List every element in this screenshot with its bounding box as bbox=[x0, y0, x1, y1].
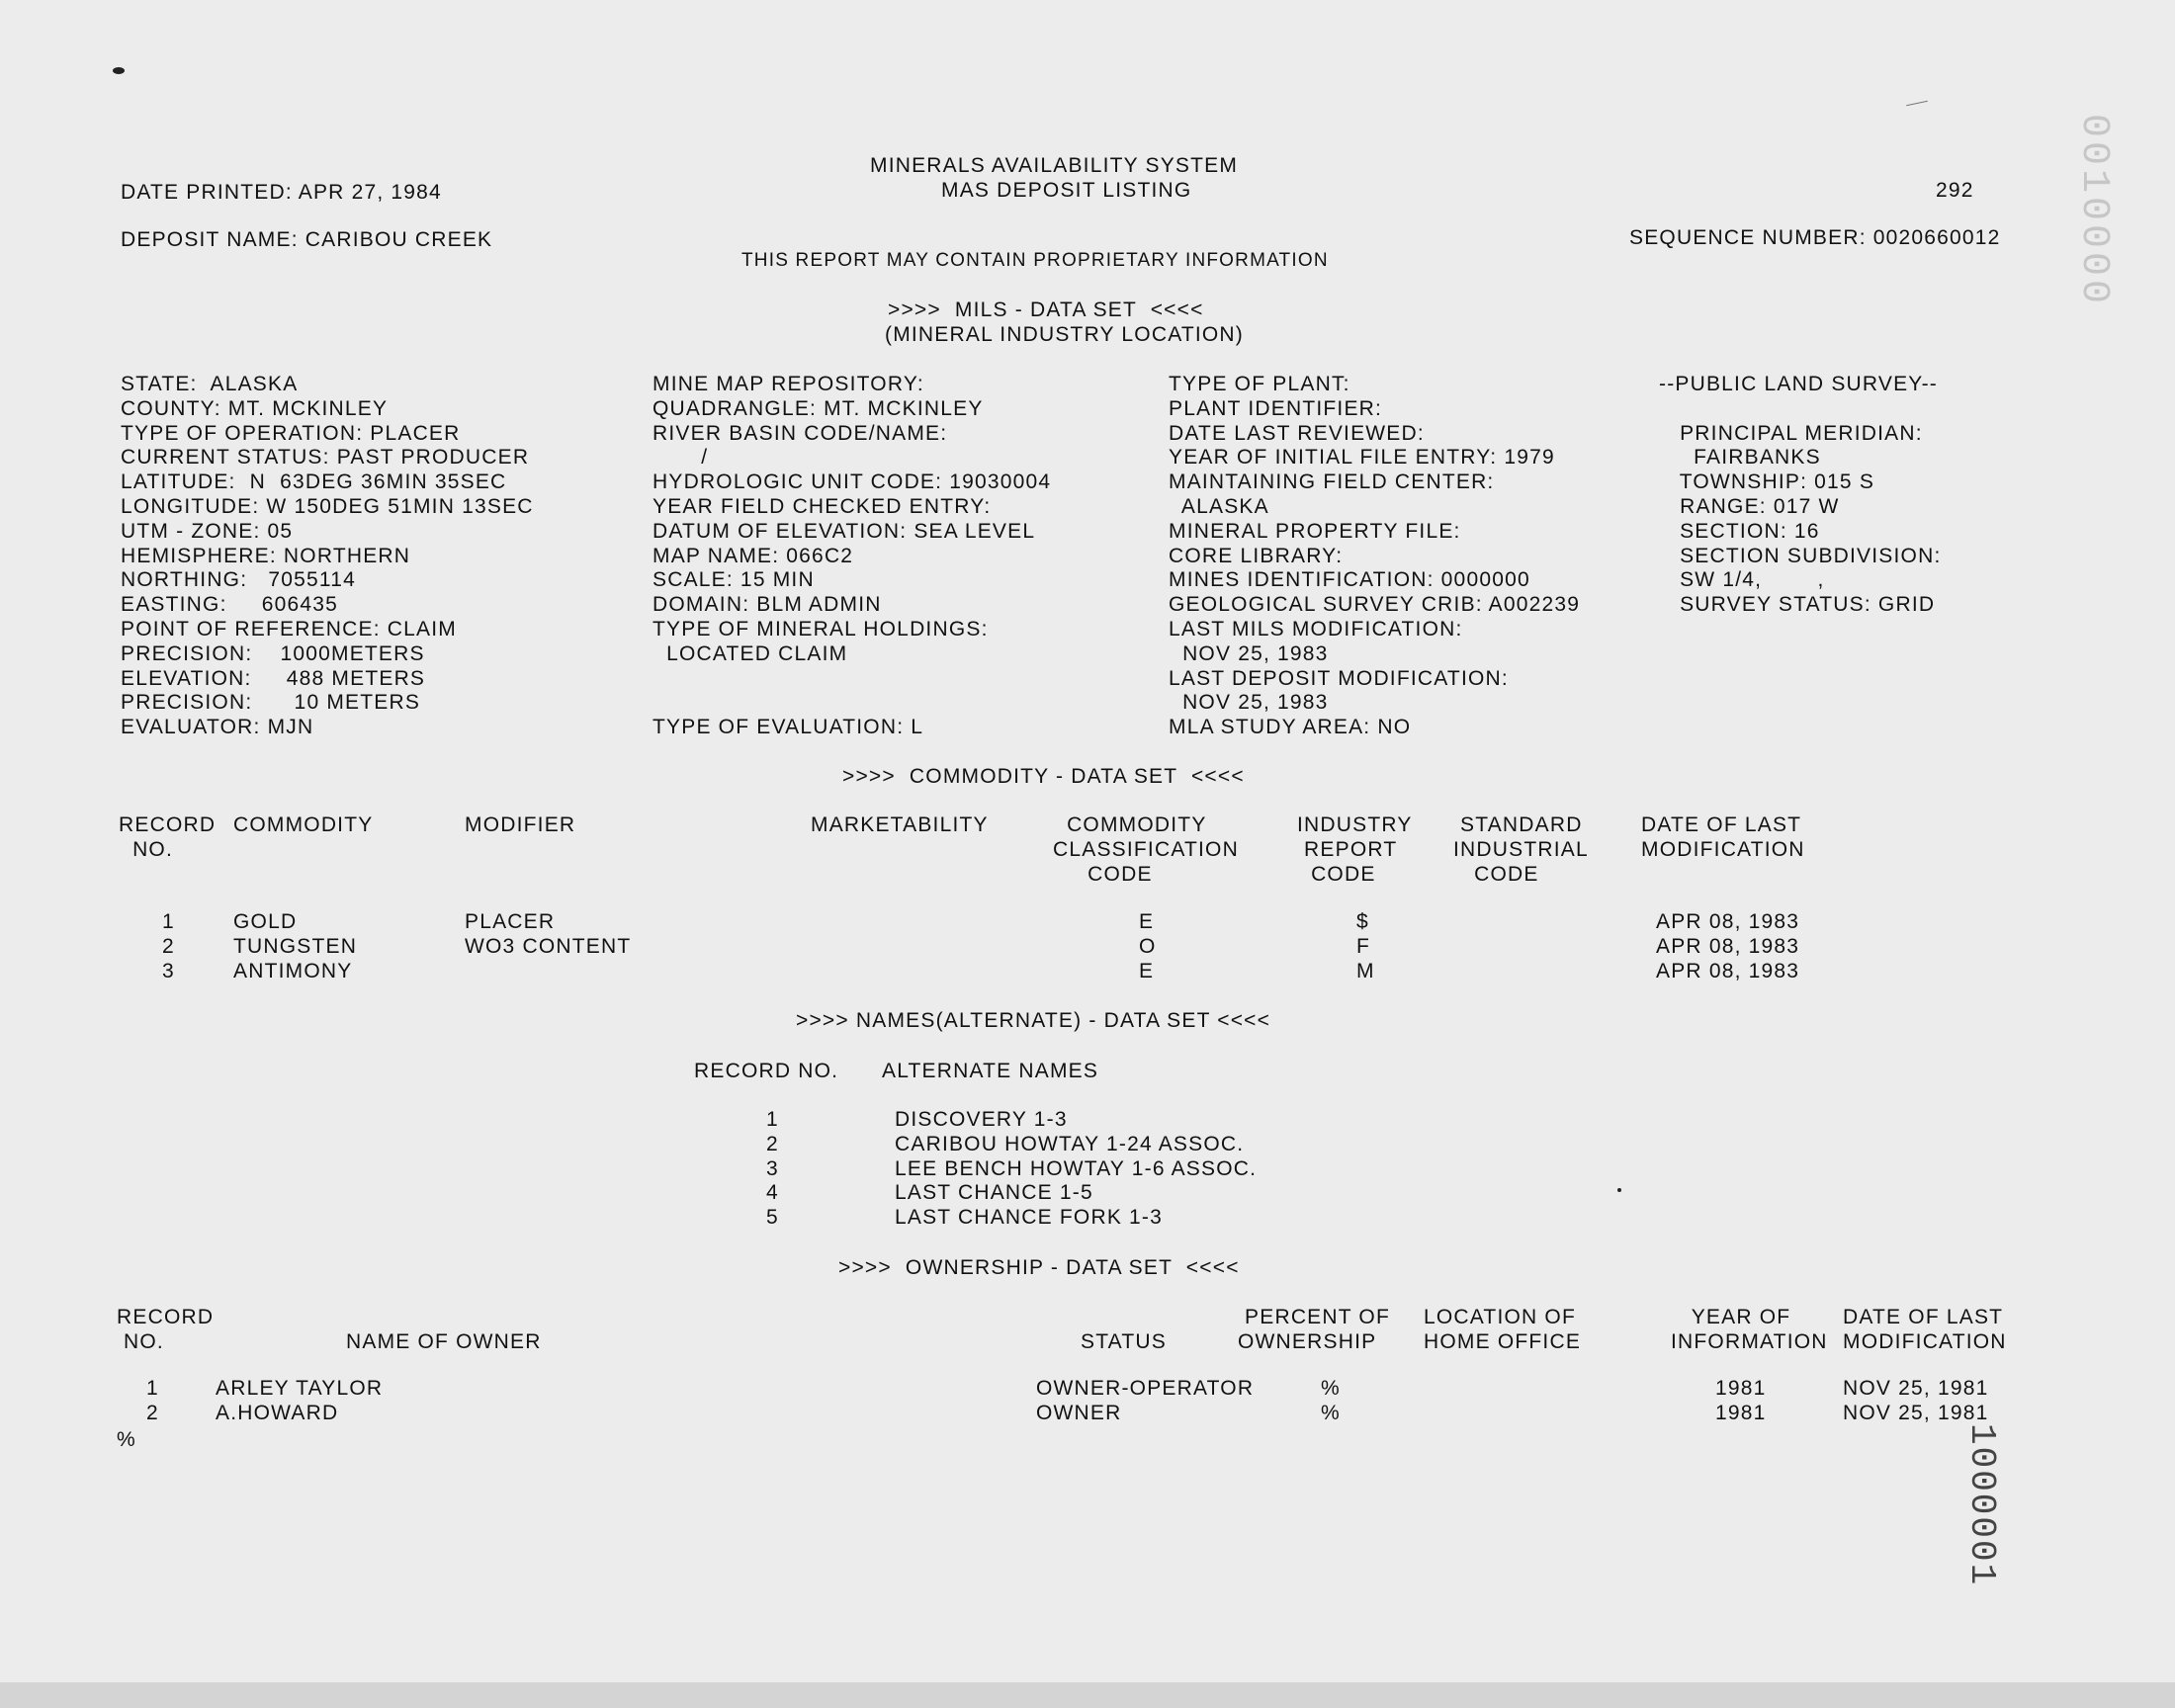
owner-date: NOV 25, 1981 bbox=[1843, 1402, 1989, 1424]
ownership-header-record: RECORD NO. bbox=[117, 1306, 215, 1353]
owner-status: OWNER-OPERATOR bbox=[1036, 1377, 1255, 1400]
sequence-number: SEQUENCE NUMBER: 0020660012 bbox=[1629, 226, 2001, 249]
ownership-section-title: >>>> OWNERSHIP - DATA SET <<<< bbox=[838, 1256, 1240, 1279]
mils-field-line: MLA STUDY AREA: NO bbox=[1169, 716, 1412, 739]
mils-field-line: UTM - ZONE: 05 bbox=[121, 519, 294, 543]
commodity-name: TUNGSTEN bbox=[233, 935, 358, 958]
mils-field-line: NOV 25, 1983 bbox=[1169, 691, 1329, 715]
ownership-header-percent: PERCENT OF OWNERSHIP bbox=[1238, 1306, 1390, 1353]
mils-field-line: LONGITUDE: W 150DEG 51MIN 13SEC bbox=[121, 495, 534, 518]
ownership-trailer: % bbox=[117, 1428, 136, 1451]
ownership-header-year: YEAR OF INFORMATION bbox=[1671, 1306, 1828, 1353]
page-number: 292 bbox=[1936, 179, 1974, 202]
commodity-modifier: PLACER bbox=[465, 910, 556, 933]
mils-field-line: NOV 25, 1983 bbox=[1169, 641, 1329, 665]
mils-field-line: YEAR OF INITIAL FILE ENTRY: 1979 bbox=[1169, 446, 1555, 470]
commodity-classification-code: O bbox=[1139, 935, 1157, 958]
commodity-date: APR 08, 1983 bbox=[1656, 935, 1800, 958]
faint-page-stamp: 0010000 bbox=[2071, 114, 2116, 308]
alternate-name: LAST CHANCE FORK 1-3 bbox=[895, 1206, 1164, 1230]
mils-field-line: GEOLOGICAL SURVEY CRIB: A002239 bbox=[1169, 593, 1581, 617]
mils-field-line: RANGE: 017 W bbox=[1659, 495, 1840, 518]
page-bottom-edge bbox=[0, 1682, 2175, 1708]
listing-title: MAS DEPOSIT LISTING bbox=[941, 179, 1192, 202]
commodity-industry-code: $ bbox=[1356, 910, 1369, 933]
mils-section-title: >>>> MILS - DATA SET <<<< bbox=[888, 299, 1204, 321]
mils-section-subtitle: (MINERAL INDUSTRY LOCATION) bbox=[885, 323, 1244, 346]
mils-field-line: SURVEY STATUS: GRID bbox=[1659, 593, 1936, 617]
mils-field-line: DOMAIN: BLM ADMIN bbox=[652, 593, 882, 617]
commodity-date: APR 08, 1983 bbox=[1656, 960, 1800, 982]
owner-name: ARLEY TAYLOR bbox=[216, 1377, 384, 1400]
mils-field-line: COUNTY: MT. MCKINLEY bbox=[121, 396, 389, 420]
mils-field-line: TYPE OF OPERATION: PLACER bbox=[121, 421, 461, 445]
scan-speck bbox=[1617, 1188, 1621, 1192]
mils-field-line: PRINCIPAL MERIDIAN: bbox=[1659, 421, 1923, 445]
commodity-industry-code: M bbox=[1356, 960, 1375, 982]
scan-mark bbox=[1906, 101, 1928, 107]
names-section-title: >>>> NAMES(ALTERNATE) - DATA SET <<<< bbox=[796, 1009, 1271, 1032]
ownership-header-status: STATUS bbox=[1081, 1330, 1167, 1353]
ownership-header-location: LOCATION OF HOME OFFICE bbox=[1424, 1306, 1582, 1353]
deposit-name: DEPOSIT NAME: CARIBOU CREEK bbox=[121, 228, 493, 251]
mils-field-line: HYDROLOGIC UNIT CODE: 19030004 bbox=[652, 470, 1052, 494]
commodity-industry-code: F bbox=[1356, 935, 1371, 958]
commodity-header-marketability: MARKETABILITY bbox=[811, 813, 989, 836]
alternate-name: LAST CHANCE 1-5 bbox=[895, 1181, 1093, 1205]
alternate-name-record-number: 2 bbox=[766, 1132, 779, 1155]
mils-field-line: HEMISPHERE: NORTHERN bbox=[121, 544, 411, 567]
owner-date: NOV 25, 1981 bbox=[1843, 1377, 1989, 1400]
mils-field-line: / bbox=[652, 446, 709, 470]
alternate-name-record-number: 4 bbox=[766, 1181, 779, 1205]
mils-field-line: EVALUATOR: MJN bbox=[121, 716, 314, 739]
commodity-classification-code: E bbox=[1139, 910, 1155, 933]
mils-field-line: SW 1/4, , bbox=[1659, 568, 1825, 592]
commodity-header-industry: INDUSTRY REPORT CODE bbox=[1297, 813, 1413, 886]
mils-field-line: MINE MAP REPOSITORY: bbox=[652, 373, 924, 395]
mils-field-line: DATUM OF ELEVATION: SEA LEVEL bbox=[652, 519, 1036, 543]
mils-field-line: MAINTAINING FIELD CENTER: bbox=[1169, 470, 1495, 494]
names-header-record: RECORD NO. bbox=[694, 1060, 839, 1082]
mils-field-line: --PUBLIC LAND SURVEY-- bbox=[1659, 373, 1938, 395]
owner-year: 1981 bbox=[1715, 1402, 1767, 1424]
commodity-header-date: DATE OF LAST MODIFICATION bbox=[1641, 813, 1805, 861]
proprietary-notice: THIS REPORT MAY CONTAIN PROPRIETARY INFORMATION bbox=[741, 250, 1329, 271]
alternate-name-record-number: 3 bbox=[766, 1156, 779, 1180]
system-title: MINERALS AVAILABILITY SYSTEM bbox=[870, 154, 1239, 177]
mils-field-line: ALASKA bbox=[1169, 495, 1269, 518]
commodity-header-classification: COMMODITY CLASSIFICATION CODE bbox=[1053, 813, 1239, 886]
commodity-record-number: 1 bbox=[162, 910, 175, 933]
mils-field-line: QUADRANGLE: MT. MCKINLEY bbox=[652, 396, 984, 420]
mils-field-line: LAST MILS MODIFICATION: bbox=[1169, 618, 1463, 640]
mils-field-line: LATITUDE: N 63DEG 36MIN 35SEC bbox=[121, 470, 507, 494]
mils-field-line: NORTHING: 7055114 bbox=[121, 568, 356, 592]
date-printed: DATE PRINTED: APR 27, 1984 bbox=[121, 181, 442, 204]
mils-field-line: LAST DEPOSIT MODIFICATION: bbox=[1169, 666, 1509, 690]
names-header-names: ALTERNATE NAMES bbox=[882, 1060, 1099, 1082]
owner-name: A.HOWARD bbox=[216, 1402, 339, 1424]
owner-percent: % bbox=[1321, 1402, 1341, 1424]
mils-field-line: TYPE OF EVALUATION: L bbox=[652, 716, 924, 739]
mils-field-line: MINERAL PROPERTY FILE: bbox=[1169, 519, 1461, 543]
owner-record-number: 1 bbox=[146, 1377, 159, 1400]
commodity-modifier: WO3 CONTENT bbox=[465, 935, 632, 958]
commodity-record-number: 2 bbox=[162, 935, 175, 958]
commodity-header-standard: STANDARD INDUSTRIAL CODE bbox=[1453, 813, 1589, 886]
mils-field-line: SECTION: 16 bbox=[1659, 519, 1820, 543]
commodity-section-title: >>>> COMMODITY - DATA SET <<<< bbox=[842, 765, 1245, 788]
scan-speck bbox=[113, 67, 125, 74]
mils-field-line: YEAR FIELD CHECKED ENTRY: bbox=[652, 495, 992, 518]
mils-field-line: SECTION SUBDIVISION: bbox=[1659, 544, 1942, 567]
mils-field-line: RIVER BASIN CODE/NAME: bbox=[652, 421, 948, 445]
commodity-header-commodity: COMMODITY bbox=[233, 813, 374, 836]
mils-field-line: CORE LIBRARY: bbox=[1169, 544, 1344, 567]
mils-field-line: LOCATED CLAIM bbox=[652, 641, 848, 665]
mils-field-line: EASTING: 606435 bbox=[121, 593, 339, 617]
mils-field-line: MINES IDENTIFICATION: 0000000 bbox=[1169, 568, 1530, 592]
owner-percent: % bbox=[1321, 1377, 1341, 1400]
owner-record-number: 2 bbox=[146, 1402, 159, 1424]
ownership-header-owner: NAME OF OWNER bbox=[346, 1330, 542, 1353]
commodity-classification-code: E bbox=[1139, 960, 1155, 982]
mils-field-line: PLANT IDENTIFIER: bbox=[1169, 396, 1383, 420]
mils-field-line: FAIRBANKS bbox=[1659, 446, 1821, 470]
mils-field-line: ELEVATION: 488 METERS bbox=[121, 666, 426, 690]
mils-field-line: TOWNSHIP: 015 S bbox=[1659, 470, 1875, 494]
alternate-name-record-number: 1 bbox=[766, 1108, 779, 1131]
mils-field-line: PRECISION: 10 METERS bbox=[121, 691, 421, 715]
commodity-record-number: 3 bbox=[162, 960, 175, 982]
mils-field-line: POINT OF REFERENCE: CLAIM bbox=[121, 618, 457, 640]
mils-field-line: TYPE OF PLANT: bbox=[1169, 373, 1350, 395]
commodity-header-record: RECORD NO. bbox=[119, 813, 217, 861]
commodity-name: ANTIMONY bbox=[233, 960, 353, 982]
mils-field-line: TYPE OF MINERAL HOLDINGS: bbox=[652, 618, 989, 640]
page-stamp: 1000001 bbox=[1961, 1423, 2002, 1587]
alternate-name-record-number: 5 bbox=[766, 1206, 779, 1230]
alternate-name: LEE BENCH HOWTAY 1-6 ASSOC. bbox=[895, 1156, 1258, 1180]
ownership-header-date: DATE OF LAST MODIFICATION bbox=[1843, 1306, 2007, 1353]
mils-field-line: STATE: ALASKA bbox=[121, 373, 299, 395]
mils-field-line: DATE LAST REVIEWED: bbox=[1169, 421, 1425, 445]
commodity-date: APR 08, 1983 bbox=[1656, 910, 1800, 933]
owner-status: OWNER bbox=[1036, 1402, 1122, 1424]
mils-field-line: MAP NAME: 066C2 bbox=[652, 544, 854, 567]
alternate-name: CARIBOU HOWTAY 1-24 ASSOC. bbox=[895, 1132, 1245, 1155]
mils-field-line: CURRENT STATUS: PAST PRODUCER bbox=[121, 446, 530, 470]
commodity-name: GOLD bbox=[233, 910, 298, 933]
owner-year: 1981 bbox=[1715, 1377, 1767, 1400]
mils-field-line: SCALE: 15 MIN bbox=[652, 568, 815, 592]
commodity-header-modifier: MODIFIER bbox=[465, 813, 576, 836]
alternate-name: DISCOVERY 1-3 bbox=[895, 1108, 1068, 1131]
mils-field-line: PRECISION: 1000METERS bbox=[121, 641, 425, 665]
